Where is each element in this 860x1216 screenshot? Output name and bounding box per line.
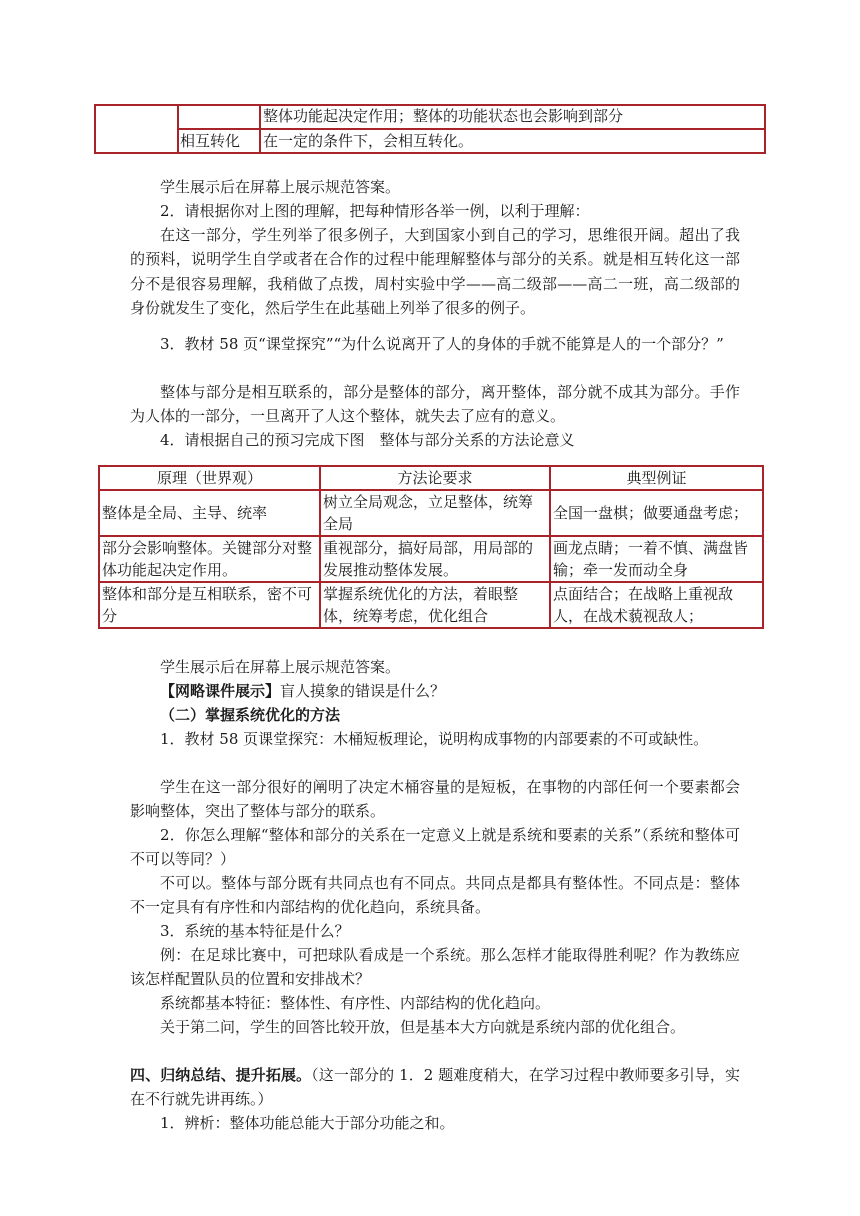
question: 1．辨析：整体功能总能大于部分功能之和。 bbox=[160, 1114, 455, 1132]
section-heading: 四、归纳总结、提升拓展。 bbox=[130, 1066, 312, 1084]
table-cell-text: 整体功能起决定作用；整体的功能状态也会影响到部分 bbox=[263, 107, 624, 125]
paragraph: 不可以。整体与部分既有共同点也有不同点。共同点是都具有整体性。不同点是：整体不一定具有有序性和内部结构的优化趋向，系统具备。 bbox=[130, 874, 740, 917]
section-heading: （二）掌握系统优化的方法 bbox=[160, 706, 341, 724]
table-cell: 整体和部分是互相联系，密不可分 bbox=[99, 582, 320, 628]
paragraph: 学生在这一部分很好的阐明了决定木桶容量的是短板，在事物的内部任何一个要素都会影响整体，突出了整体与部分的联系。 bbox=[130, 778, 740, 821]
table-header-cell: 典型例证 bbox=[550, 466, 763, 490]
paragraph: 学生展示后在屏幕上展示规范答案。 bbox=[160, 658, 401, 676]
table-row bbox=[99, 536, 763, 582]
table-cell-text: 在一定的条件下，会相互转化。 bbox=[263, 132, 474, 150]
table-cell: 部分会影响整体。关键部分对整体功能起决定作用。 bbox=[99, 536, 320, 582]
question: 3．教材 58 页“课堂探究”“为什么说离开了人的身体的手就不能算是人的一个部分？” bbox=[160, 335, 724, 353]
paragraph: 整体与部分是相互联系的，部分是整体的部分，离开整体，部分就不成其为部分。手作为人体的一部分，一旦离开了人这个整体，就失去了应有的意义。 bbox=[130, 383, 740, 426]
section-note: （这一部分的 1．2 题难度稍大，在学习过程中教师要多引导，实在不行就先讲再练。） bbox=[130, 1066, 740, 1109]
table-cell: 画龙点睛；一着不慎、满盘皆输；牵一发而动全身 bbox=[550, 536, 763, 582]
question: 2．你怎么理解“整体和部分的关系在一定意义上就是系统和要素的关系”（系统和整体可不可以等同？） bbox=[130, 826, 740, 869]
relation-table-fragment bbox=[94, 104, 766, 154]
table-cell: 点面结合；在战略上重视敌人，在战术藐视敌人； bbox=[550, 582, 763, 628]
paragraph: 系统都基本特征：整体性、有序性、内部结构的优化趋向。 bbox=[160, 994, 551, 1012]
question: 2．请根据你对上图的理解，把每种情形各举一例，以利于理解： bbox=[160, 202, 590, 220]
courseware-question: 盲人摸象的错误是什么？ bbox=[280, 682, 446, 700]
table-header-row bbox=[99, 466, 763, 490]
paragraph: 例：在足球比赛中，可把球队看成是一个系统。那么怎样才能取得胜利呢？作为教练应该怎样配置队员的位置和安排战术？ bbox=[130, 946, 740, 989]
methodology-table bbox=[98, 465, 762, 635]
table-row bbox=[99, 582, 763, 628]
paragraph: 在这一部分，学生列举了很多例子，大到国家小到自己的学习，思维很开阔。超出了我的预料，说明学生自学或者在合作的过程中能理解整体与部分的关系。就是相互转化这一部分不是很容易理解，我稍做了点拨，周村实验中学——高二级部——高二一班，高二级部的身份就发生了变化，然后学生在此基础上列举了很多的例子。 bbox=[130, 226, 740, 317]
table-header-cell: 原理（世界观） bbox=[99, 466, 320, 490]
paragraph: 关于第二问，学生的回答比较开放，但是基本大方向就是系统内部的优化组合。 bbox=[160, 1018, 686, 1036]
table-cell-merged bbox=[94, 104, 179, 154]
table-cell-empty bbox=[177, 104, 261, 130]
table-cell: 重视部分，搞好局部，用局部的发展推动整体发展。 bbox=[320, 536, 550, 582]
table-cell: 整体是全局、主导、统率 bbox=[99, 490, 320, 536]
question: 3．系统的基本特征是什么？ bbox=[160, 922, 350, 940]
table-cell: 树立全局观念，立足整体，统筹全局 bbox=[320, 490, 550, 536]
table-header-cell: 方法论要求 bbox=[320, 466, 550, 490]
table-cell: 全国一盘棋；做要通盘考虑； bbox=[550, 490, 763, 536]
question: 4．请根据自己的预习完成下图 整体与部分关系的方法论意义 bbox=[160, 431, 575, 449]
courseware-label: 【网略课件展示】 bbox=[160, 682, 281, 700]
paragraph bbox=[130, 679, 740, 703]
section-paragraph bbox=[130, 1063, 740, 1112]
paragraph: 学生展示后在屏幕上展示规范答案。 bbox=[160, 178, 401, 196]
table-row-label: 相互转化 bbox=[180, 132, 241, 150]
table-cell: 掌握系统优化的方法，着眼整体，统筹考虑，优化组合 bbox=[320, 582, 550, 628]
question: 1．教材 58 页课堂探究：木桶短板理论，说明构成事物的内部要素的不可或缺性。 bbox=[160, 730, 709, 748]
table-row bbox=[99, 490, 763, 536]
